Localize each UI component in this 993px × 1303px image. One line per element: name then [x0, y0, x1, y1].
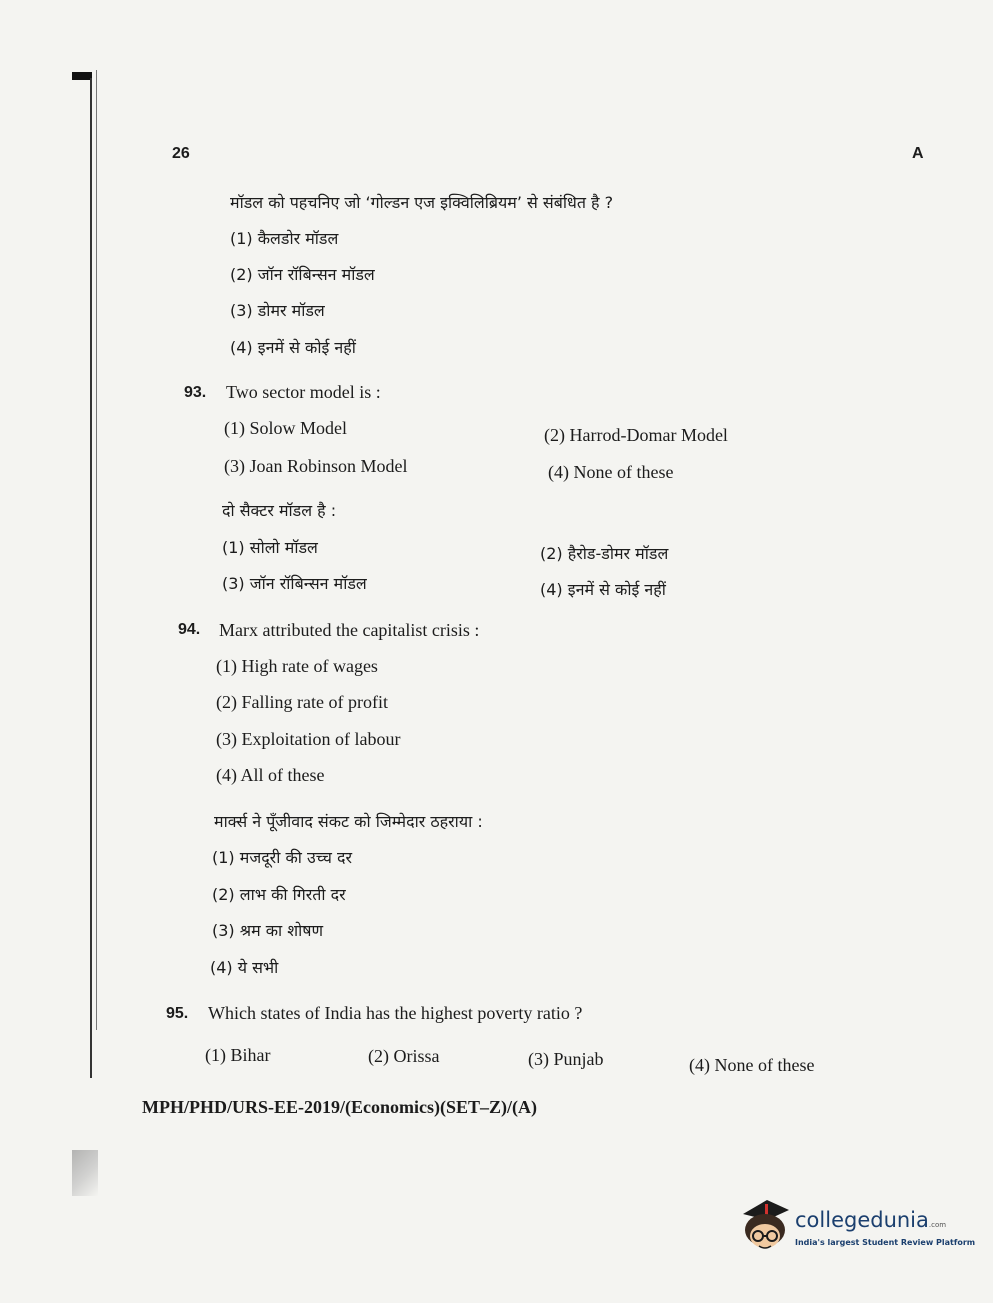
q93-hindi-option-1: (1) सोलो मॉडल	[222, 538, 318, 557]
q95-option-3: (3) Punjab	[528, 1049, 604, 1069]
q94-hindi-option-2: (2) लाभ की गिरती दर	[212, 885, 346, 904]
q94-hindi-option-3: (3) श्रम का शोषण	[212, 921, 324, 940]
collegedunia-logo	[737, 1196, 976, 1256]
q94-hindi-option-4: (4) ये सभी	[210, 958, 279, 977]
q93-hindi-stem: दो सैक्टर मॉडल है :	[222, 501, 337, 520]
q95-option-2: (2) Orissa	[368, 1046, 440, 1066]
q94-stem: Marx attributed the capitalist crisis :	[219, 620, 480, 640]
q94-option-3: (3) Exploitation of labour	[216, 729, 401, 749]
q94-hindi-option-1: (1) मजदूरी की उच्च दर	[212, 848, 353, 867]
q92-hindi-option-1: (1) कैलडोर मॉडल	[230, 229, 339, 248]
logo-tagline: India's largest Student Review Platform	[795, 1238, 976, 1247]
scan-shadow	[72, 1150, 98, 1196]
q94-option-2: (2) Falling rate of profit	[216, 692, 388, 712]
q93-option-4: (4) None of these	[548, 462, 674, 482]
logo-name: collegedunia	[795, 1208, 929, 1232]
q93-hindi-option-4: (4) इनमें से कोई नहीं	[540, 580, 666, 599]
q92-hindi-option-4: (4) इनमें से कोई नहीं	[230, 338, 356, 357]
q93-option-2: (2) Harrod-Domar Model	[544, 425, 728, 445]
q94-hindi-stem: मार्क्स ने पूँजीवाद संकट को जिम्मेदार ठहराया :	[214, 812, 483, 831]
q93-stem: Two sector model is :	[226, 382, 381, 402]
q95-option-4: (4) None of these	[689, 1055, 815, 1075]
q93-option-3: (3) Joan Robinson Model	[224, 456, 408, 476]
page-number: 26	[172, 145, 190, 162]
footer-exam-code: MPH/PHD/URS-EE-2019/(Economics)(SET–Z)/(A)	[142, 1097, 537, 1117]
mascot-icon	[737, 1196, 793, 1256]
binding-mark	[72, 72, 92, 80]
binding-line	[90, 78, 92, 1078]
q92-hindi-option-3: (3) डोमर मॉडल	[230, 301, 325, 320]
binding-line-secondary	[96, 70, 97, 1030]
set-corner-mark: A	[912, 145, 924, 162]
q93-option-1: (1) Solow Model	[224, 418, 347, 438]
q95-stem: Which states of India has the highest poverty ratio ?	[208, 1003, 583, 1023]
q93-hindi-option-3: (3) जॉन रॉबिन्सन मॉडल	[222, 574, 367, 593]
q92-hindi-option-2: (2) जॉन रॉबिन्सन मॉडल	[230, 265, 375, 284]
q94-option-4: (4) All of these	[216, 765, 325, 785]
q93-hindi-option-2: (2) हैरोड-डोमर मॉडल	[540, 544, 669, 563]
q95-option-1: (1) Bihar	[205, 1045, 271, 1065]
q94-option-1: (1) High rate of wages	[216, 656, 378, 676]
q94-number: 94.	[178, 621, 201, 638]
q92-hindi-stem: मॉडल को पहचनिए जो ‘गोल्डन एज इक्विलिब्रियम’ से संबंधित है ?	[230, 193, 614, 212]
q93-number: 93.	[184, 384, 207, 401]
q95-number: 95.	[166, 1005, 189, 1022]
logo-suffix: .com	[928, 1221, 947, 1229]
